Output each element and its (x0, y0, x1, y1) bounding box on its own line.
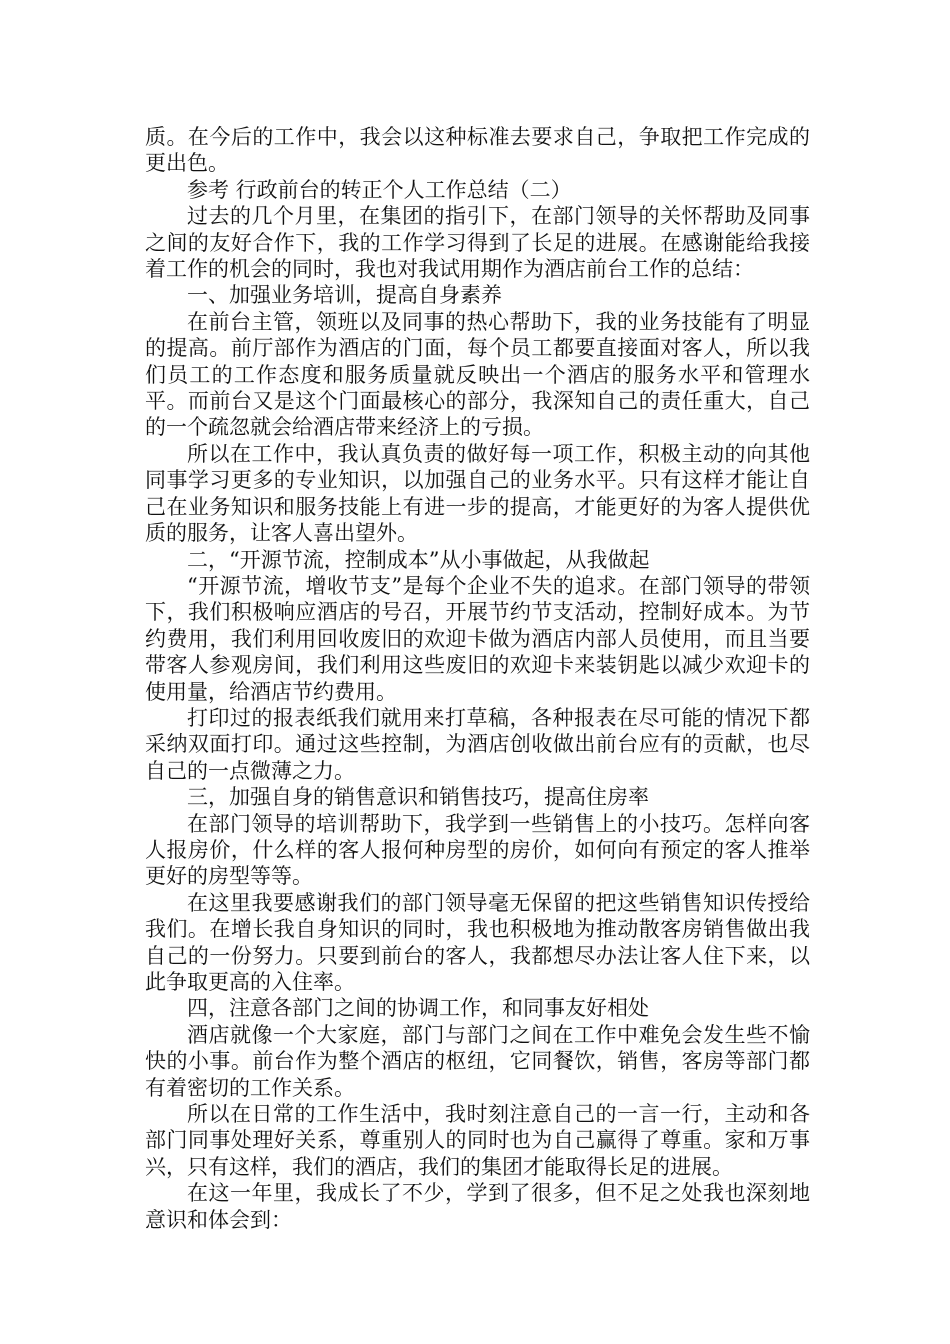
paragraph-final: 在这一年里，我成长了不少，学到了很多，但不足之处我也深刻地意识和体会到： (145, 1181, 810, 1232)
section-heading-3: 三，加强自身的销售意识和销售技巧，提高住房率 (187, 785, 649, 810)
document-body (145, 124, 810, 1233)
paragraph-continued: 质。在今后的工作中，我会以这种标准去要求自己，争取把工作完成的更出色。 (145, 125, 810, 176)
paragraph: “开源节流，增收节支”是每个企业不失的追求。在部门领导的带领下，我们积极响应酒店的号召，开展节约节支活动，控制好成本。为节约费用，我们利用回收废旧的欢迎卡做为酒店内部人员使用，而且当要带客人参观房间，我们利用这些废旧的欢迎卡来装钥匙以减少欢迎卡的使用量，给酒店节约费用。 (145, 573, 810, 704)
paragraph: 在前台主管，领班以及同事的热心帮助下，我的业务技能有了明显的提高。前厅部作为酒店的门面，每个员工都要直接面对客人，所以我们员工的工作态度和服务质量就反映出一个酒店的服务水平和管理水平。而前台又是这个门面最核心的部分，我深知自己的责任重大，自己的一个疏忽就会给酒店带来经济上的亏损。 (145, 309, 810, 440)
paragraph: 在这里我要感谢我们的部门领导毫无保留的把这些销售知识传授给我们。在增长我自身知识的同时，我也积极地为推动散客房销售做出我自己的一份努力。只要到前台的客人，我都想尽办法让客人住下来，以此争取更高的入住率。 (145, 890, 810, 994)
section-heading-1: 一、加强业务培训，提高自身素养 (187, 283, 502, 308)
paragraph-intro: 过去的几个月里，在集团的指引下，在部门领导的关怀帮助及同事之间的友好合作下，我的工作学习得到了长足的进展。在感谢能给我接着工作的机会的同时，我也对我试用期作为酒店前台工作的总结： (145, 204, 810, 282)
section-heading-2: 二，“开源节流，控制成本”从小事做起，从我做起 (187, 547, 650, 572)
paragraph: 打印过的报表纸我们就用来打草稿，各种报表在尽可能的情况下都采纳双面打印。通过这些控制，为酒店创收做出前台应有的贡献，也尽自己的一点微薄之力。 (145, 705, 810, 783)
paragraph: 酒店就像一个大家庭，部门与部门之间在工作中难免会发生些不愉快的小事。前台作为整个酒店的枢纽，它同餐饮，销售，客房等部门都有着密切的工作关系。 (145, 1022, 810, 1100)
paragraph: 所以在工作中，我认真负责的做好每一项工作，积极主动的向其他同事学习更多的专业知识，以加强自己的业务水平。只有这样才能让自己在业务知识和服务技能上有进一步的提高，才能更好的为客人提供优质的服务，让客人喜出望外。 (145, 441, 810, 546)
paragraph: 在部门领导的培训帮助下，我学到一些销售上的小技巧。怎样向客人报房价，什么样的客人报何种房型的房价，如何向有预定的客人推举更好的房型等等。 (145, 811, 810, 889)
paragraph: 所以在日常的工作生活中，我时刻注意自己的一言一行，主动和各部门同事处理好关系，尊重别人的同时也为自己赢得了尊重。家和万事兴，只有这样，我们的酒店，我们的集团才能取得长足的进展。 (145, 1102, 810, 1179)
section-heading-4: 四，注意各部门之间的协调工作，和同事友好相处 (187, 996, 649, 1021)
section-title-reference: 参考 行政前台的转正个人工作总结（二） (187, 177, 572, 202)
